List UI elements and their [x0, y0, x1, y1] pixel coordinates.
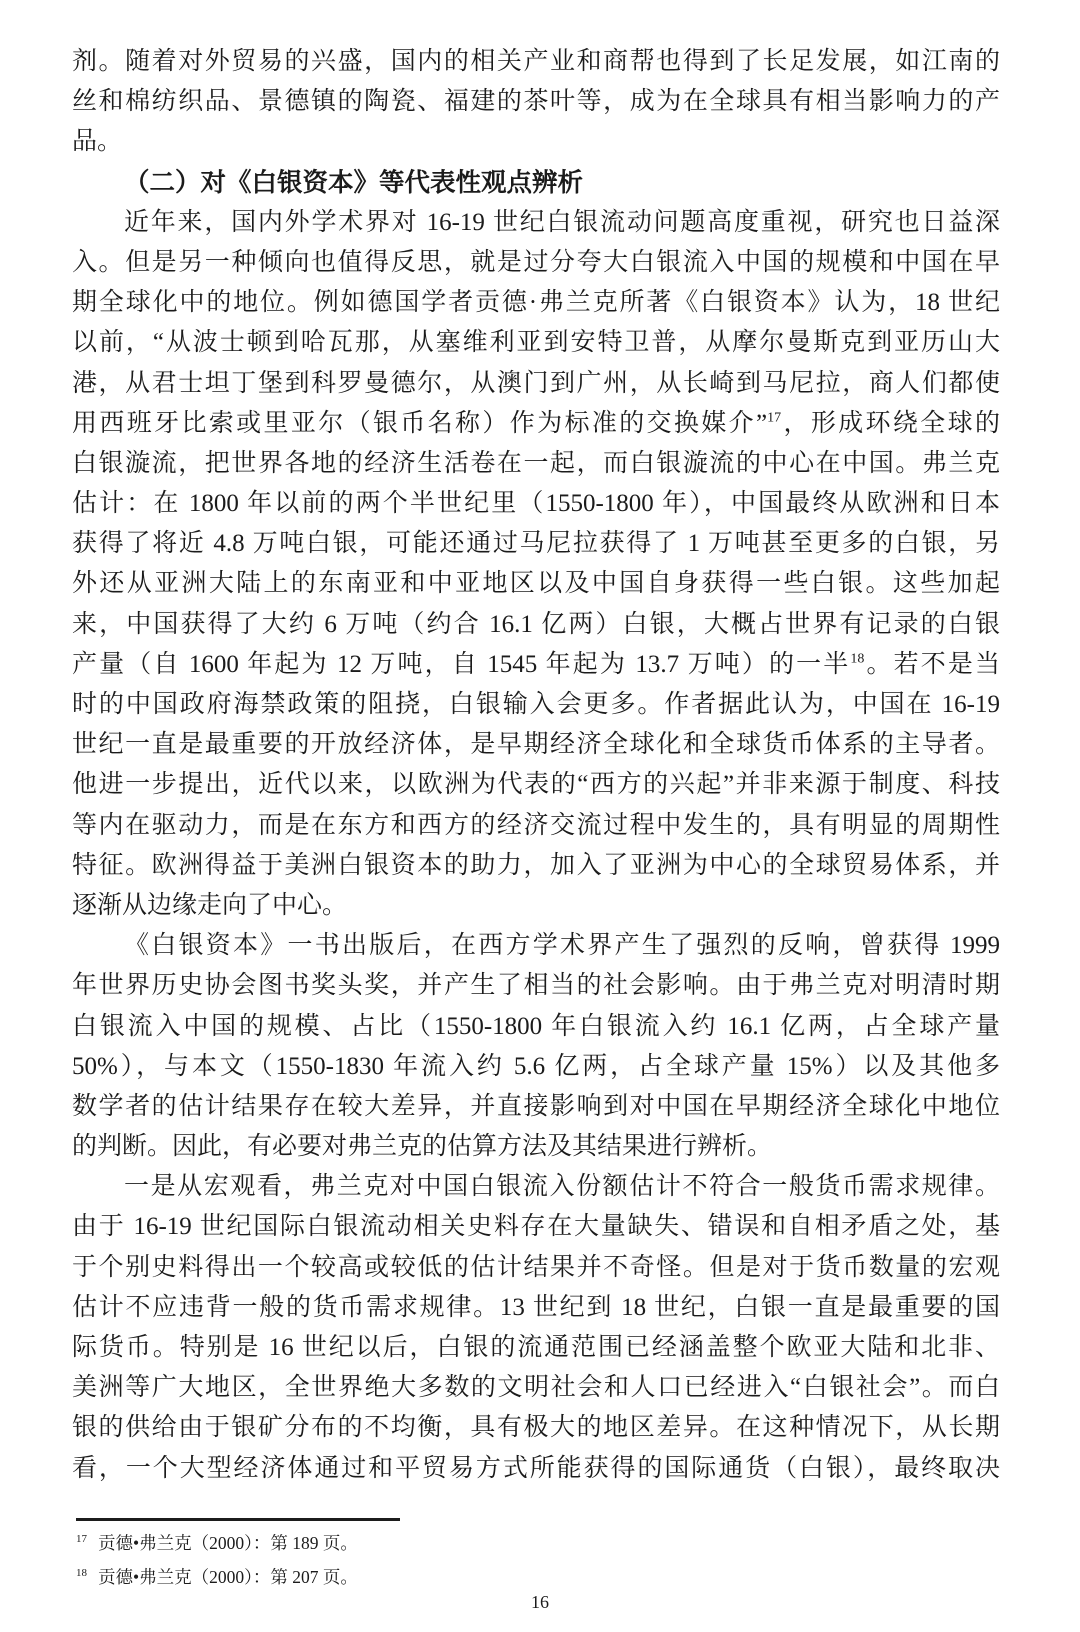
page-number: 16 [531, 1592, 549, 1612]
text-line: 50%），与本文（1550-1830 年流入约 5.6 亿两，占全球产量 15%）以及其他多 [72, 1052, 1000, 1080]
text-line: 的判断。因此，有必要对弗兰克的估算方法及其结果进行辨析。 [72, 1133, 773, 1161]
text-line: 入。但是另一种倾向也值得反思，就是过分夸大白银流入中国的规模和中国在早 [72, 248, 1000, 276]
footnote-line: $^{18}$ 贡德•弗兰克（2000）：第 207 页。 [76, 1566, 358, 1587]
text-block [72, 42, 1000, 1489]
text-line: 时的中国政府海禁政策的阻挠，白银输入会更多。作者据此认为，中国在 16-19 [72, 691, 1000, 718]
text-line: 港，从君士坦丁堡到科罗曼德尔，从澳门到广州，从长崎到马尼拉，商人们都使 [72, 369, 1000, 397]
text-line: 一是从宏观看，弗兰克对中国白银流入份额估计不符合一般货币需求规律。 [124, 1173, 1000, 1201]
footnote-marker: 18 [76, 1566, 87, 1579]
footnote-ref: 18 [850, 651, 865, 667]
footnote-separator-rule [76, 1518, 400, 1521]
text-line: 外还从亚洲大陆上的东南亚和中亚地区以及中国自身获得一些白银。这些加起 [72, 570, 1000, 598]
footnote-line: $^{17}$ 贡德•弗兰克（2000）：第 189 页。 [76, 1533, 358, 1553]
text-line: 丝和棉纺织品、景德镇的陶瓷、福建的茶叶等，成为在全球具有相当影响力的产 [72, 88, 1000, 116]
footnotes-block [76, 1527, 980, 1594]
text-line: 逐渐从边缘走向了中心。 [72, 891, 348, 919]
text-line: 近年来，国内外学术界对 16-19 世纪白银流动问题高度重视，研究也日益深 [124, 208, 1000, 236]
text-line: 来，中国获得了大约 6 万吨（约合 16.1 亿两）白银，大概占世界有记录的白银 [72, 610, 1000, 638]
text-line: 美洲等广大地区，全世界绝大多数的文明社会和人口已经进入“白银社会”。而白 [72, 1374, 1000, 1402]
text-line: 由于 16-19 世纪国际白银流动相关史料存在大量缺失、错误和自相矛盾之处，基 [72, 1213, 1000, 1241]
section-heading: （二）对《白银资本》等代表性观点辨析 [124, 168, 584, 197]
text-line: 以前，“从波士顿到哈瓦那，从塞维利亚到安特卫普，从摩尔曼斯克到亚历山大 [72, 329, 1000, 357]
text-line: 等内在驱动力，而是在东方和西方的经济交流过程中发生的，具有明显的周期性 [72, 811, 1000, 839]
text-line: 估计不应违背一般的货币需求规律。13 世纪到 18 世纪，白银一直是最重要的国 [72, 1293, 1000, 1321]
text-line: 期全球化中的地位。例如德国学者贡德·弗兰克所著《白银资本》认为，18 世纪 [72, 289, 1000, 317]
text-line: 年世界历史协会图书奖头奖，并产生了相当的社会影响。由于弗兰克对明清时期 [72, 972, 1000, 1000]
text-line: 品。 [72, 128, 123, 156]
text-line: 产量（自 1600 年起为 12 万吨，自 1545 年起为 13.7 万吨）的一半$^{18}$。若不是当 [72, 650, 1000, 678]
text-line: 《白银资本》一书出版后，在西方学术界产生了强烈的反响，曾获得 1999 [124, 932, 1000, 960]
text-line: 用西班牙比索或里亚尔（银币名称）作为标准的交换媒介”$^{17}$，形成环绕全球的 [72, 409, 1000, 437]
text-line: 估计：在 1800 年以前的两个半世纪里（1550-1800 年），中国最终从欧洲和日本 [72, 490, 1000, 518]
text-line: 白银漩流，把世界各地的经济生活卷在一起，而白银漩流的中心在中国。弗兰克 [72, 449, 1000, 477]
footnote-ref: 17 [767, 410, 782, 426]
text-line: 白银流入中国的规模、占比（1550-1800 年白银流入约 16.1 亿两，占全球产量 [72, 1012, 1000, 1040]
text-line: 际货币。特别是 16 世纪以后，白银的流通范围已经涵盖整个欧亚大陆和北非、 [72, 1334, 1000, 1361]
text-line: 获得了将近 4.8 万吨白银，可能还通过马尼拉获得了 1 万吨甚至更多的白银，另 [72, 530, 1000, 558]
footnote-marker: 17 [76, 1533, 87, 1546]
text-line: 银的供给由于银矿分布的不均衡，具有极大的地区差异。在这种情况下，从长期 [72, 1414, 1000, 1442]
text-line: 世纪一直是最重要的开放经济体，是早期经济全球化和全球货币体系的主导者。 [72, 731, 1000, 759]
text-line: 于个别史料得出一个较高或较低的估计结果并不奇怪。但是对于货币数量的宏观 [72, 1253, 1000, 1281]
text-line: 剂。随着对外贸易的兴盛，国内的相关产业和商帮也得到了长足发展，如江南的 [72, 48, 1000, 75]
text-line: 他进一步提出，近代以来，以欧洲为代表的“西方的兴起”并非来源于制度、科技 [72, 771, 1000, 799]
text-line: 特征。欧洲得益于美洲白银资本的助力，加入了亚洲为中心的全球贸易体系，并 [72, 851, 1000, 879]
text-line: 数学者的估计结果存在较大差异，并直接影响到对中国在早期经济全球化中地位 [72, 1092, 1000, 1120]
text-line: 看，一个大型经济体通过和平贸易方式所能获得的国际通货（白银），最终取决 [72, 1454, 1000, 1482]
